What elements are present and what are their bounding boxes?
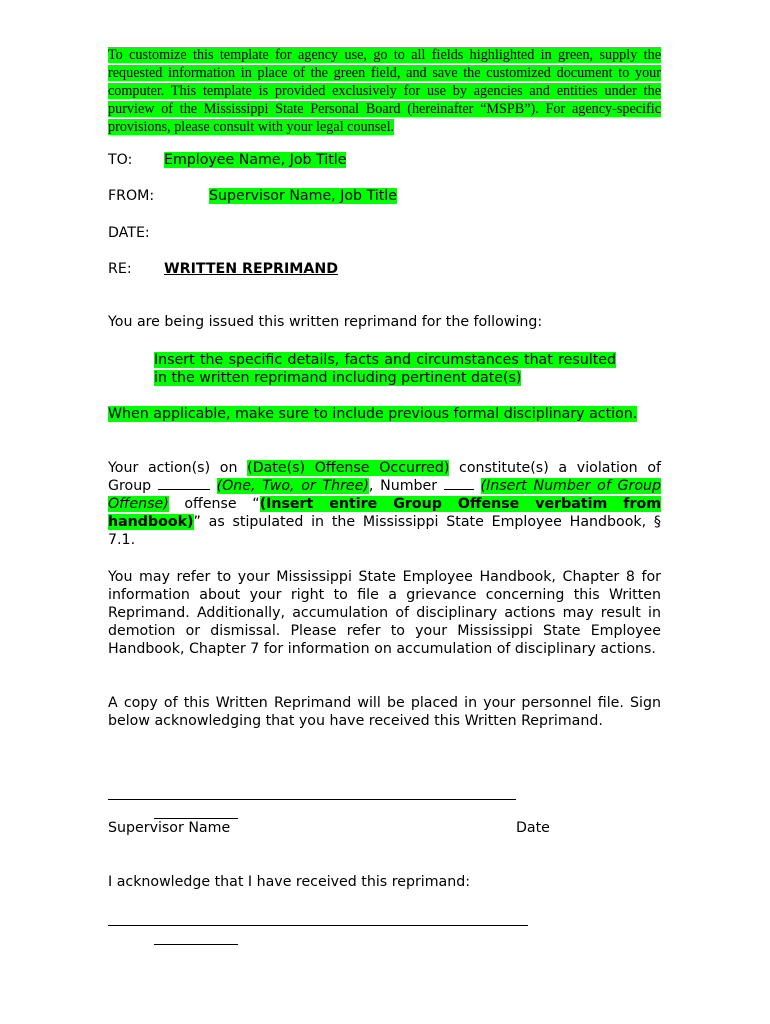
from-field[interactable]: Supervisor Name, Job Title	[209, 188, 397, 204]
employee-signature-subline	[154, 944, 238, 945]
violation-text-5: ” as stipulated in the Mississippi State Employee Handbook, § 7.1.	[108, 514, 661, 548]
group-options-field[interactable]: (One, Two, or Three)	[216, 478, 369, 494]
from-label: FROM:	[108, 188, 155, 204]
offense-verbatim-field[interactable]: (Insert entire Group Offense verbatim from handbook)	[108, 496, 661, 530]
violation-text-1: Your action(s) on	[108, 460, 248, 476]
date-label: DATE:	[108, 225, 150, 241]
grievance-paragraph: You may refer to your Mississippi State Employee Handbook, Chapter 8 for information about your right to file a grievance concerning this Written Reprimand. Additionally, accumulation of disciplinary actions may result in demotion or dismissal. Please refer to your Mississippi State Employee Handbook, Chapter 7 for information on accumulation of disciplinary actions.	[108, 569, 661, 657]
signature-date-label: Date	[516, 820, 550, 836]
details-block	[154, 351, 616, 387]
re-label: RE:	[108, 261, 132, 277]
offense-number-field[interactable]: (Insert Number of Group Offense)	[108, 478, 662, 512]
supervisor-name-label: Supervisor Name	[108, 820, 231, 836]
intro-text: You are being issued this written reprimand for the following:	[108, 314, 543, 330]
group-blank[interactable]	[158, 477, 210, 490]
employee-signature-line[interactable]	[108, 925, 528, 926]
details-placeholder[interactable]: Insert the specific details, facts and circumstances that resulted in the written reprimand including pertinent date(s)	[154, 352, 616, 386]
to-label: TO:	[108, 152, 133, 168]
template-instructions	[108, 46, 661, 136]
re-subject: WRITTEN REPRIMAND	[164, 261, 339, 277]
to-field[interactable]: Employee Name, Job Title	[164, 152, 347, 168]
supervisor-signature-subline	[154, 818, 238, 819]
previous-action-block	[108, 405, 661, 423]
copy-notice-paragraph: A copy of this Written Reprimand will be placed in your personnel file. Sign below acknowledging that you have received this Written Reprimand.	[108, 695, 661, 729]
offense-date-field[interactable]: (Date(s) Offense Occurred)	[247, 460, 450, 476]
previous-action-placeholder[interactable]: When applicable, make sure to include previous formal disciplinary action.	[108, 406, 638, 422]
supervisor-signature-line[interactable]	[108, 799, 516, 800]
violation-text-3: , Number	[368, 478, 444, 494]
template-instructions-text: To customize this template for agency use, go to all fields highlighted in green, supply the requested information in place of the green field, and save the customized document to your computer. This template is provided exclusively for use by agencies and entities under the purview of the Mississippi State Personal Board (hereinafter “MSPB”). For agency-specific provisions, please consult with your legal counsel.	[108, 47, 661, 135]
number-blank[interactable]	[444, 477, 474, 490]
violation-paragraph	[108, 459, 661, 549]
violation-text-2: constitute(s) a violation of Group	[108, 460, 661, 494]
violation-text-4: offense “	[168, 496, 260, 512]
acknowledge-text: I acknowledge that I have received this reprimand:	[108, 874, 471, 890]
